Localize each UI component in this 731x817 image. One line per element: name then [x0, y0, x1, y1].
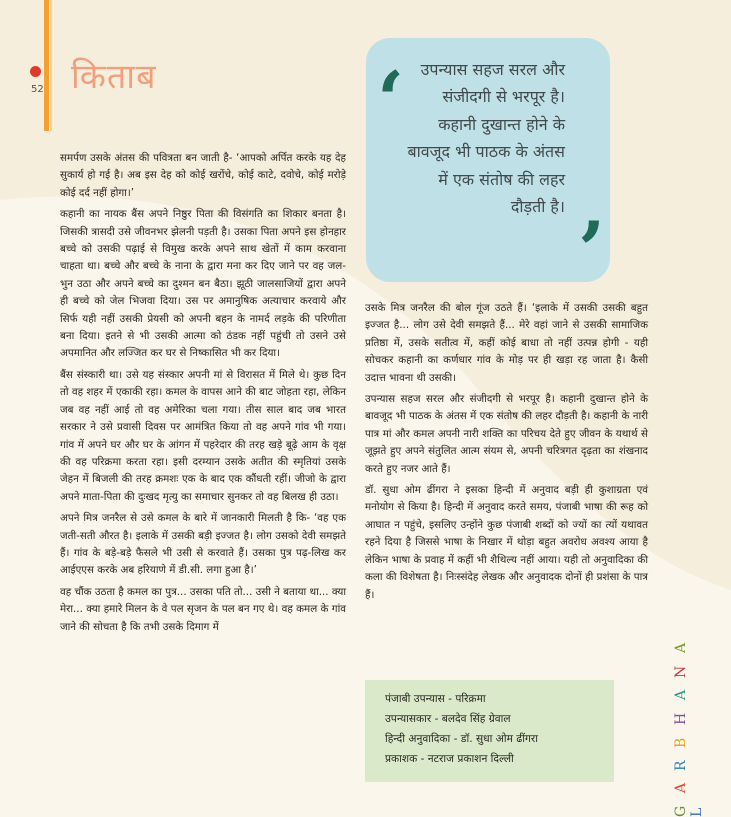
paragraph: समर्पण उसके अंतस की पवित्रता बन जाती है- ‘आपको अर्पित करके यह देह सुकार्य हो गई है। अब इस देह को कोई खरोंचे, कोई काटे, दवोचे, कोई मरोड़े कोई दर्द नहीं होगा।’ [60, 152, 346, 199]
magazine-logo [673, 630, 705, 817]
red-dot-icon [30, 66, 41, 77]
accent-bar-light [50, 0, 52, 131]
logo-letter: H [673, 708, 689, 726]
logo-letter: R [673, 756, 689, 771]
logo-letter: A [673, 638, 689, 654]
section-title: किताब [71, 57, 157, 97]
paragraph: उपन्यास सहज सरल और संजीदगी से भरपूर है। कहानी दुखान्त होने के बावजूद भी पाठक के अंतस में एक संतोष की लहर दौड़ती है। कहानी के नारी पात्र मां और कमल अपनी नारी शक्ति का परिचय देते हुए जीवन के यथार्थ से जूझते हुए अपने संतुलित आत्म संयम से, अपनी चरित्रगत दृढ़ता का शंखनाद करते हुए नजर आते हैं। [365, 393, 648, 475]
paragraph: कहानी का नायक बैंस अपने निष्ठुर पिता की विसंगति का शिकार बनता है। जिसकी त्रासदी उसे जीवनभर झेलनी पड़ती है। उसका पिता अपने इस होनहार बच्चे को उसकी पढ़ाई से विमुख करके अपने साथ खेतों में काम करवाना चाहता था। बच्चे और बच्चे के नाना के द्वारा मना कर दिए जाने पर वह जल-भुन उठा और अपने बच्चे का दुश्मन बन बैठा। झूठी जालसाजियों द्वारा अपने ही बच्चे को जेल भिजवा दिया। उस पर अमानुषिक अत्याचार करवाये और सिर्फ यही नहीं उसकी प्रेयसी को अपनी बहन के नामर्द लड़के की परिणीता बना दिया। इतने से भी उसकी आत्मा को ठंडक नहीं पहुंची तो उसने उसे अपमानित और लज्जित कर घर से निष्कासित भी कर दिया। [60, 208, 346, 360]
paragraph: उसके मित्र जनरैल की बोल गूंज उठते हैं। ‘इलाके में उसकी उसकी बहुत इज्जत है... लोग उसे देवी समझते हैं... मेरे वहां जाने से उसकी सामाजिक प्रतिष्ठा में, उसके सतीत्व में, कहीं कोई बाधा तो नहीं उत्पन्न होगी - यही सोचकर कहानी का कर्णधार गांव के मोड़ पर ही खड़ा रह जाता है। कैसी उदात्त भावना थी उसकी। [365, 302, 648, 384]
book-info-line: पंजाबी उपन्यास - परिक्रमा [385, 693, 486, 705]
right-column [365, 300, 648, 608]
book-info-line: हिन्दी अनुवादिका - डॉ. सुधा ओम ढींगरा [385, 733, 539, 745]
page-number: 52 [31, 84, 44, 95]
left-column [60, 150, 346, 640]
logo-letter: L [689, 803, 705, 817]
open-quote-icon: ‘ [377, 55, 405, 146]
paragraph: बैंस संस्कारी था। उसे यह संस्कार अपनी मां से विरासत में मिले थे। कुछ दिन तो वह शहर में एकाकी रहा। कमल के वापस आने की बाट जोहता रहा, लेकिन जब वह नहीं आई तो वह अमेरिका चला गया। तीस साल बाद जब भारत सरकार ने उसे प्रवासी दिवस पर आमंत्रित किया तो वह अपने गांव भी गया। गांव में अपने घर और घर के आंगन में पहरेदार की तरह खड़े बूढ़े आम के वृक्ष की वह परिक्रमा करता रहा। इसी दरम्यान उसके अतीत की स्मृतियां उसके जेहन में बिजली की तरह क्रमशः एक के बाद एक कौंधती रहीं। जीजो के द्वारा अपने माता-पिता की दुःखद मृत्यु का समाचार सुनकर तो वह बिलख ही उठा। [60, 368, 346, 503]
logo-letter: N [673, 661, 689, 678]
paragraph: डॉ. सुधा ओम ढींगरा ने इसका हिन्दी में अनुवाद बड़ी ही कुशाग्रता एवं मनोयोग से किया है। हिन्दी में अनुवाद करते समय, पंजाबी भाषा की रूह को आघात न पहुंचे, इसलिए उन्होंने कुछ पंजाबी शब्दों को ज्यों का त्यों यथावत रहने दिया है जिससे भाषा के निखार में थोड़ा बहुत अवरोध अवश्य आया है लेकिन भाषा के प्रवाह में कहीं भी शैथिल्य नहीं आया। यही तो अनुवादिका की कला की विशेषता है। निःस्संदेह लेखक और अनुवादक दोनों ही प्रशंसा के पात्र हैं। [365, 484, 648, 601]
book-info-line: प्रकाशक - नटराज प्रकाशन दिल्ली [385, 753, 514, 765]
close-quote-icon: ’ [578, 205, 606, 296]
pull-quote-text: उपन्यास सहज सरल और संजीदगी से भरपूर है। कहानी दुखान्त होने के बावजूद भी पाठक के अंतस में एक संतोष की लहर दौड़ती है। [407, 60, 565, 217]
logo-letter: A [673, 779, 689, 794]
logo-letter: B [673, 733, 689, 748]
logo-letter: G [673, 801, 689, 817]
paragraph: वह चौंक उठता है कमल का पुत्र... उसका पति तो... उसी ने बताया था... क्या मेरा... क्या हमारे मिलन के वे पल सृजन के पल बन गए थे। वह कमल के गांव जाने की सोचता है कि तभी उसके दिमाग में [60, 585, 346, 633]
book-info-box [365, 680, 614, 782]
paragraph: अपने मित्र जनरैल से उसे कमल के बारे में जानकारी मिलती है कि- ‘वह एक जती-सती औरत है। इलाके में उसकी बड़ी इज्जत है। लोग उसको देवी समझते हैं। गांव के बड़े-बड़े फैसले भी उसी से करवाते हैं। उसका पुत्र पढ़-लिख कर आईएएस करके अब हरियाणे में डी.सी. लगा हुआ है।’ [60, 512, 346, 577]
accent-bar [44, 0, 49, 131]
logo-letter: A [673, 686, 689, 701]
book-info-line: उपन्यासकार - बलदेव सिंह ग्रेवाल [385, 713, 511, 725]
